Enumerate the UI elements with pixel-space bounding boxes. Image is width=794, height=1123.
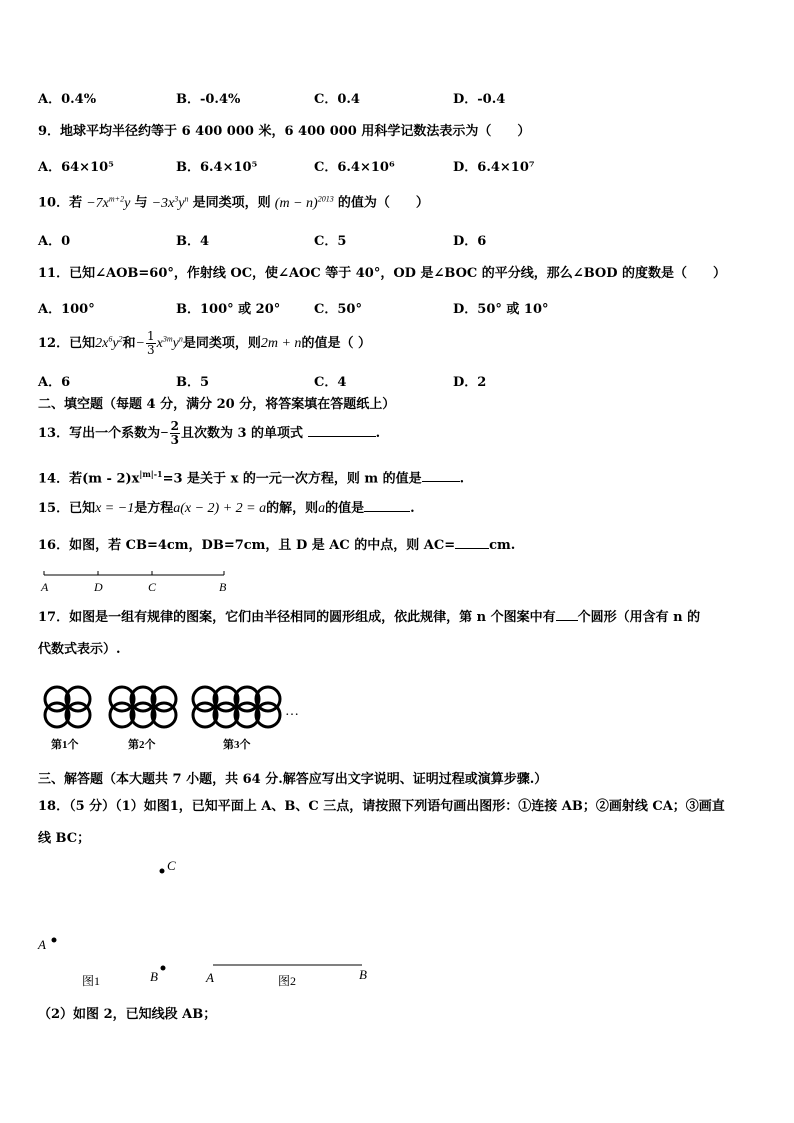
q10-option-b: B．4 — [176, 234, 210, 249]
segment-label-b: B — [359, 967, 367, 982]
q10-term2: $-3x^3y^n$ — [151, 194, 189, 211]
point-b — [161, 966, 166, 971]
q16-answer-blank[interactable] — [455, 548, 489, 549]
q18-figures — [30, 855, 390, 990]
point-label-b: B — [150, 969, 158, 984]
q10-option-a: A．0 — [38, 234, 71, 249]
q8-option-a: A．0.4% — [38, 92, 97, 107]
q10-term1: $-7x^{m+2}y$ — [86, 194, 131, 211]
caption-pattern-3: 第3个 — [223, 739, 251, 751]
point-label-b: B — [219, 580, 227, 594]
section-solutions-heading: 三、解答题（本大题共 7 小题，共 64 分.解答应写出文字说明、证明过程或演算步骤.） — [38, 772, 548, 787]
q17-stem-line2: 代数式表示）. — [38, 642, 121, 657]
q16-segment-figure — [36, 566, 236, 596]
q10-option-c: C．5 — [314, 234, 347, 249]
q9-option-c: C．6.4×10⁶ — [314, 160, 395, 175]
q8-option-c: C．0.4 — [314, 92, 360, 107]
q11-option-b: B．100° 或 20° — [176, 302, 281, 317]
q8-option-d: D．-0.4 — [453, 92, 506, 107]
q9-option-b: B．6.4×10⁵ — [176, 160, 258, 175]
q16-stem: 16．如图，若 CB=4cm，DB=7cm，且 D 是 AC 的中点，则 AC= cm. — [38, 538, 516, 553]
q13-fraction: $\frac{2}{3}$ — [170, 419, 179, 447]
q15-answer-blank[interactable] — [364, 511, 410, 512]
q11-stem: 11．已知∠AOB=60°，作射线 OC，使∠AOC 等于 40°，OD 是∠BOC 的平分线，那么∠BOD 的度数是（ ） — [38, 266, 727, 281]
q17-answer-blank[interactable] — [556, 620, 578, 621]
q11-option-c: C．50° — [314, 302, 362, 317]
q13-answer-blank[interactable] — [308, 436, 376, 437]
q15-stem: 15．已知x = −1是方程a(x − 2) + 2 = a的解，则a的值是 . — [38, 501, 415, 516]
pattern-3 — [193, 687, 280, 727]
segment-label-a: A — [206, 970, 214, 985]
q12-option-a: A．6 — [38, 375, 71, 390]
pattern-1 — [45, 687, 90, 727]
q18-stem-line1: 18．（5 分）（1）如图1，已知平面上 A、B、C 三点，请按照下列语句画出图形：①连接 AB；②画射线 CA；③画直 — [38, 799, 725, 814]
q11-option-a: A．100° — [38, 302, 95, 317]
q18-stem-line2: 线 BC； — [38, 831, 91, 846]
pattern-ellipsis: … — [285, 704, 299, 719]
q14-stem: 14．若$(m - 2)x^{|m|-1}=3$ 是关于 x 的一元一次方程，则 m 的值是 . — [38, 469, 465, 487]
point-label-a: A — [41, 580, 49, 594]
q9-option-d: D．6.4×10⁷ — [453, 160, 535, 175]
q9-stem: 9．地球平均半径约等于 6 400 000 米，6 400 000 用科学记数法表示为（ ） — [38, 124, 531, 139]
point-a — [52, 938, 57, 943]
point-label-c: C — [167, 858, 176, 873]
q11-option-d: D．50° 或 10° — [453, 302, 549, 317]
q12-fraction: $\frac{1}{3}$ — [147, 329, 155, 357]
point-label-a: A — [38, 937, 46, 952]
q12-option-b: B．5 — [176, 375, 210, 390]
figure2-caption: 图2 — [278, 974, 297, 988]
q8-option-b: B．-0.4% — [176, 92, 241, 107]
q17-circle-patterns — [40, 685, 320, 755]
q9-option-a: A．64×10⁵ — [38, 160, 114, 175]
q12-option-d: D．2 — [453, 375, 487, 390]
point-label-d: D — [94, 580, 103, 594]
q12-stem: 12．已知$2x^6y^2$和− $\frac{1}{3}$ $x^{3m}y^n$是同类项，则2m + n的值是（ ） — [38, 329, 371, 357]
q14-answer-blank[interactable] — [422, 481, 460, 482]
q13-stem: 13．写出一个系数为− $\frac{2}{3}$ 且次数为 3 的单项式 . — [38, 419, 381, 447]
caption-pattern-2: 第2个 — [128, 739, 156, 751]
q10-option-d: D．6 — [453, 234, 487, 249]
figure1-caption: 图1 — [82, 974, 101, 988]
pattern-2 — [110, 687, 176, 727]
section-fill-in-heading: 二、填空题（每题 4 分，满分 20 分，将答案填在答题纸上） — [38, 397, 396, 412]
q10-expr: $(m - n)^{2013}$ — [274, 194, 334, 211]
q10-stem: 10．若 $-7x^{m+2}y$ 与 $-3x^3y^n$ 是同类项，则 $(m - n)^{2013}$ 的值为（ ） — [38, 194, 429, 211]
q18-part2: （2）如图 2，已知线段 AB； — [38, 1007, 217, 1022]
caption-pattern-1: 第1个 — [51, 739, 79, 751]
point-c — [160, 869, 165, 874]
q17-stem-line1: 17．如图是一组有规律的图案，它们由半径相同的圆形组成，依此规律，第 n 个图案中有 个圆形（用含有 n 的 — [38, 610, 701, 625]
q12-option-c: C．4 — [314, 375, 347, 390]
point-label-c: C — [148, 580, 157, 594]
